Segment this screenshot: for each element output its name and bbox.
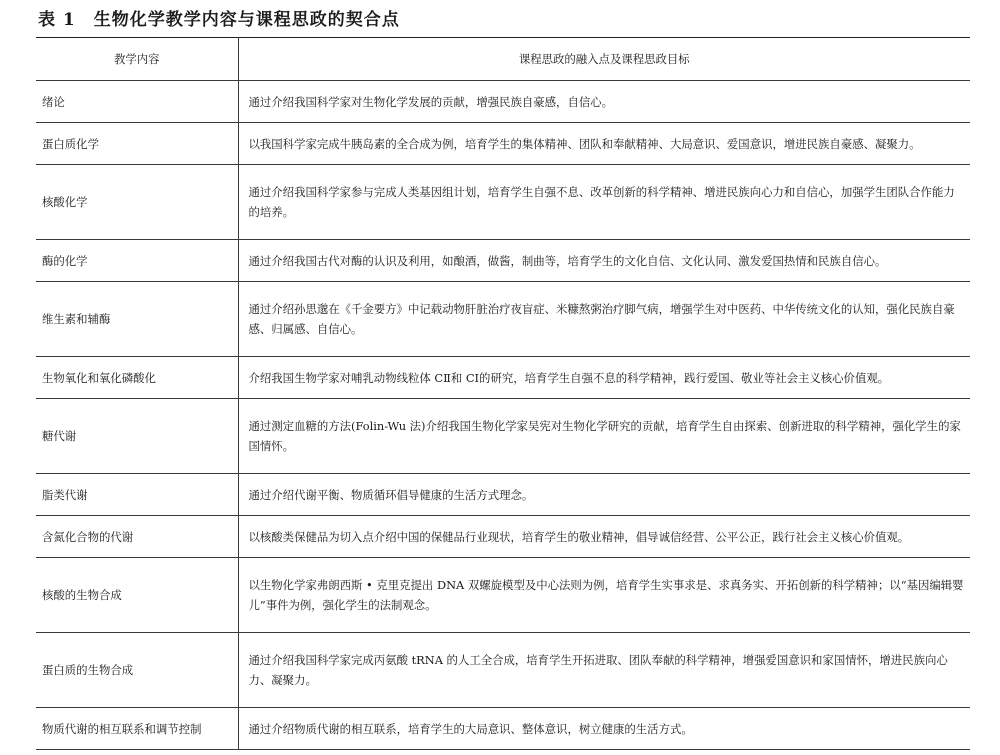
row-goal: 通过介绍我国科学家完成丙氨酸 tRNA 的人工全合成，培育学生开拓进取、团队奉献的科学精神，增强爱国意识和家国情怀，增进民族向心力、凝聚力。 xyxy=(238,633,970,708)
row-goal: 以生物化学家弗朗西斯 • 克里克提出 DNA 双螺旋模型及中心法则为例，培育学生实事求是、求真务实、开拓创新的科学精神；以“基因编辑婴儿”事件为例，强化学生的法制观念。 xyxy=(238,558,970,633)
row-goal: 以我国科学家完成牛胰岛素的全合成为例，培育学生的集体精神、团队和奉献精神、大局意识、爱国意识，增进民族自豪感、凝聚力。 xyxy=(238,123,970,165)
table-row xyxy=(36,516,970,558)
header-teaching-content: 教学内容 xyxy=(36,38,238,81)
table-row xyxy=(36,165,970,240)
row-goal: 通过介绍孙思邈在《千金要方》中记载动物肝脏治疗夜盲症、米糠熬粥治疗脚气病，增强学生对中医药、中华传统文化的认知，强化民族自豪感、归属感、自信心。 xyxy=(238,282,970,357)
table-title: 生物化学教学内容与课程思政的契合点 xyxy=(93,10,400,30)
table-row xyxy=(36,399,970,474)
row-goal: 通过介绍物质代谢的相互联系，培育学生的大局意识、整体意识，树立健康的生活方式。 xyxy=(238,708,970,750)
table-number: 表 1 xyxy=(38,10,76,30)
row-topic: 蛋白质化学 xyxy=(36,123,238,165)
row-goal: 介绍我国生物学家对哺乳动物线粒体 CⅡ和 CⅠ的研究，培育学生自强不息的科学精神，践行爱国、敬业等社会主义核心价值观。 xyxy=(238,357,970,399)
table-row xyxy=(36,558,970,633)
row-topic: 生物氧化和氧化磷酸化 xyxy=(36,357,238,399)
row-goal: 通过测定血糖的方法(Folin-Wu 法)介绍我国生物化学家吴宪对生物化学研究的贡献，培育学生自由探索、创新进取的科学精神，强化学生的家国情怀。 xyxy=(238,399,970,474)
table-header-row xyxy=(36,38,970,81)
row-goal: 以核酸类保健品为切入点介绍中国的保健品行业现状，培育学生的敬业精神，倡导诚信经营、公平公正，践行社会主义核心价值观。 xyxy=(238,516,970,558)
row-goal: 通过介绍代谢平衡、物质循环倡导健康的生活方式理念。 xyxy=(238,474,970,516)
table-row xyxy=(36,282,970,357)
row-topic: 酶的化学 xyxy=(36,240,238,282)
row-topic: 蛋白质的生物合成 xyxy=(36,633,238,708)
integration-table xyxy=(36,37,970,750)
table-row xyxy=(36,240,970,282)
row-topic: 绪论 xyxy=(36,81,238,123)
row-topic: 物质代谢的相互联系和调节控制 xyxy=(36,708,238,750)
table-row xyxy=(36,633,970,708)
row-topic: 脂类代谢 xyxy=(36,474,238,516)
table-row xyxy=(36,123,970,165)
row-topic: 核酸化学 xyxy=(36,165,238,240)
table-row xyxy=(36,81,970,123)
row-topic: 维生素和辅酶 xyxy=(36,282,238,357)
table-row xyxy=(36,708,970,750)
row-topic: 含氮化合物的代谢 xyxy=(36,516,238,558)
row-goal: 通过介绍我国科学家参与完成人类基因组计划，培育学生自强不息、改革创新的科学精神、增进民族向心力和自信心，加强学生团队合作能力的培养。 xyxy=(238,165,970,240)
header-ideological-goal: 课程思政的融入点及课程思政目标 xyxy=(238,38,970,81)
row-goal: 通过介绍我国古代对酶的认识及利用，如酿酒，做酱，制曲等，培育学生的文化自信、文化认同、激发爱国热情和民族自信心。 xyxy=(238,240,970,282)
table-row xyxy=(36,357,970,399)
table-caption xyxy=(38,6,400,34)
row-topic: 核酸的生物合成 xyxy=(36,558,238,633)
row-goal: 通过介绍我国科学家对生物化学发展的贡献，增强民族自豪感，自信心。 xyxy=(238,81,970,123)
row-topic: 糖代谢 xyxy=(36,399,238,474)
table-row xyxy=(36,474,970,516)
